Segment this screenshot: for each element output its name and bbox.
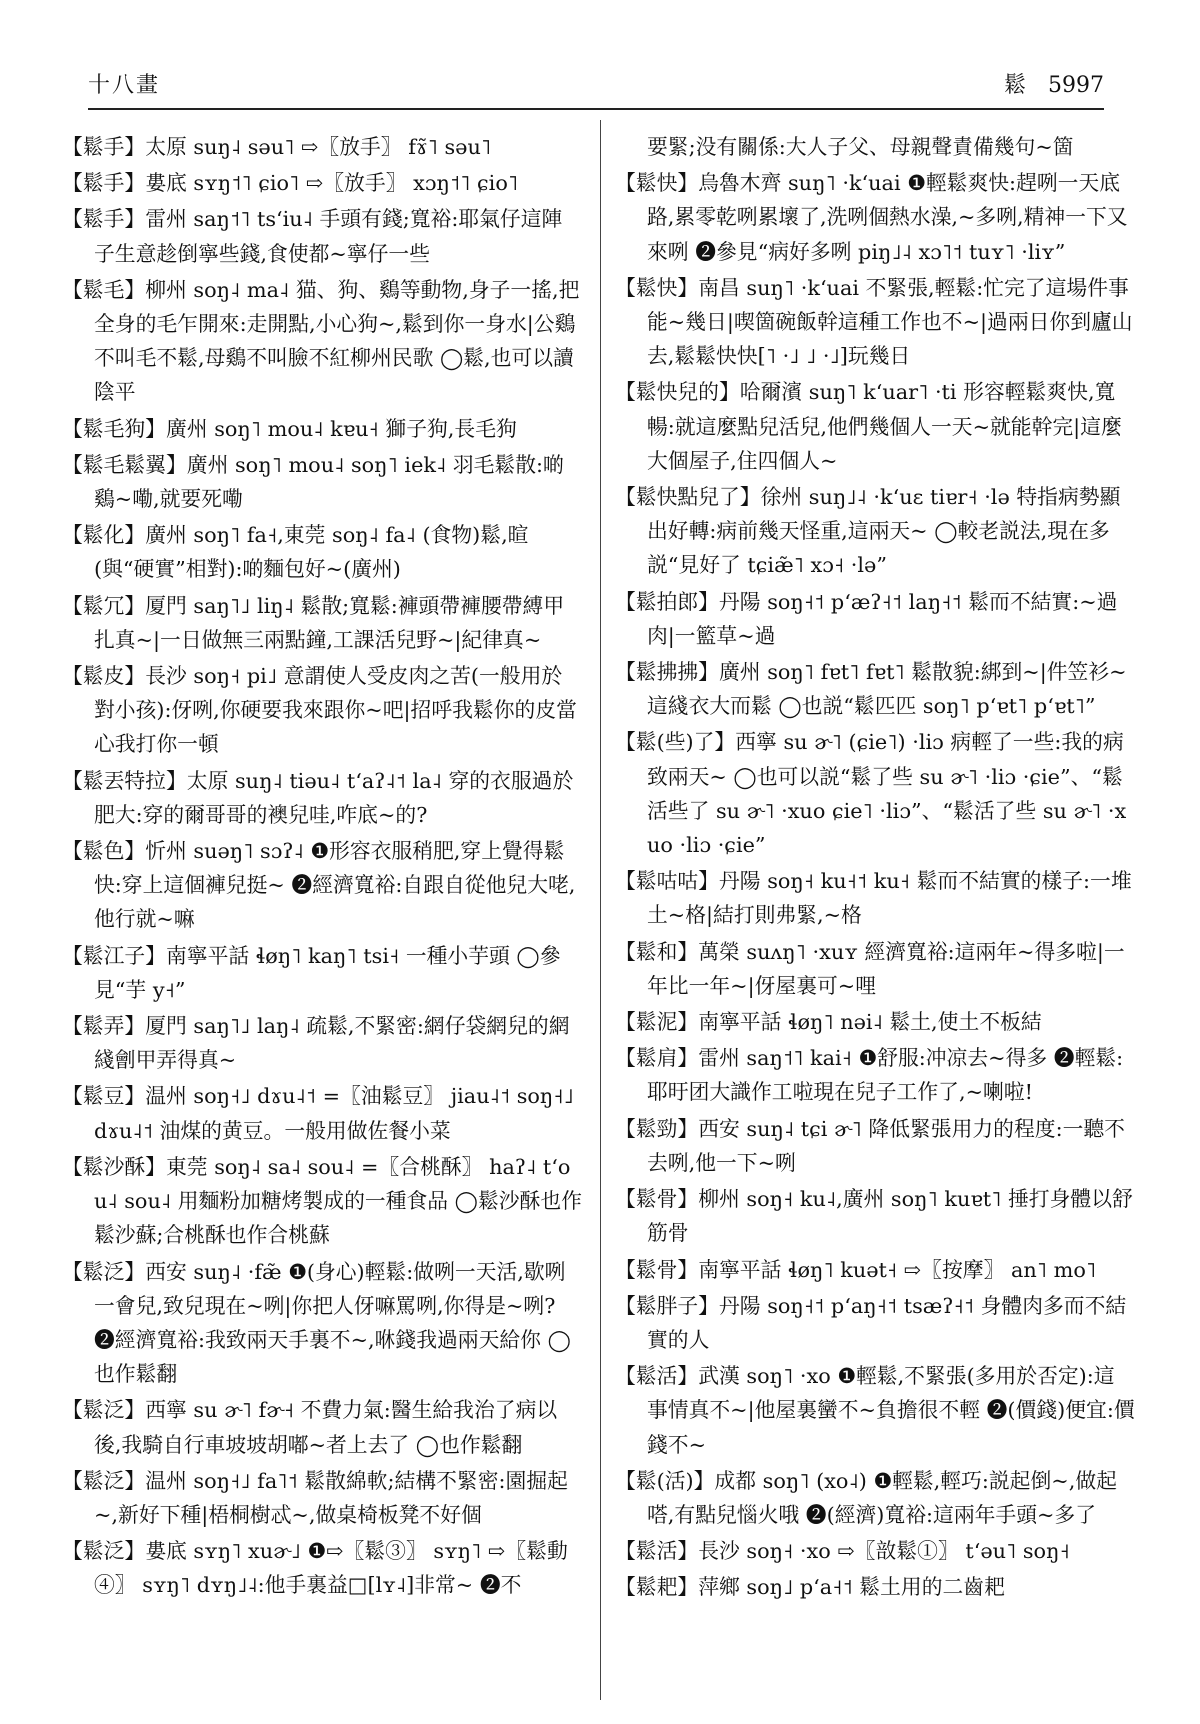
entry-text: soŋ˥ mou˨ soŋ˥ iek˨ 羽毛鬆散:啲鷄~嘞,就要死嘞 <box>94 452 564 512</box>
entry-headword: 【鬆毛】 <box>62 277 146 302</box>
entry-location: 南寧平話 <box>698 1010 782 1035</box>
dictionary-entry <box>615 1359 1135 1462</box>
dictionary-entry <box>615 864 1135 932</box>
entry-headword: 【鬆毛狗】 <box>62 416 166 441</box>
entry-headword: 【鬆豆】 <box>62 1084 146 1109</box>
dictionary-entry <box>62 589 582 657</box>
entry-text: soŋ˥ fa˧,東莞 soŋ˨ fa˨ (食物)鬆,暄(與“硬實”相對):啲麵包好~(廣州) <box>94 523 529 582</box>
entry-text: su ɚ˥ fɚ˧ 不費力氣:醫生給我治了病以後,我騎自行車坡坡胡嘟~者上去了 ◯也作鬆翻 <box>94 1398 558 1457</box>
entry-text: sʏŋ˥ xuɚ˩ ❶⇨〖鬆③〗 sʏŋ˥ ⇨〖鬆動④〗 sʏŋ˥ dʏŋ˩˨:他手裏益□[lʏ˨]非常~ ❷不 <box>94 1539 568 1598</box>
entry-headword: 【鬆毛鬆翼】 <box>62 452 187 477</box>
entry-text: soŋ˧˩ fa˥˦ 鬆散綿軟;結構不緊密:園掘起~,新好下種|梧桐樹忒~,做桌椅板凳不好個 <box>94 1468 568 1527</box>
dictionary-entry <box>615 655 1135 723</box>
entry-location: 温州 <box>145 1084 187 1109</box>
entry-text: suŋ˥ ·kʻuai 不緊張,輕鬆:忙完了這場件事能~幾日|喫箇碗飯幹這種工作也不~|過兩日你到廬山去,鬆鬆快快[˥ ·˩ ˩ ·˩]玩幾日 <box>647 275 1133 369</box>
entry-location: 武漢 <box>698 1364 740 1389</box>
dictionary-entry <box>62 412 582 446</box>
entry-location: 南昌 <box>698 275 740 300</box>
dictionary-entry <box>615 271 1135 374</box>
dictionary-entry <box>62 518 582 586</box>
dictionary-entry <box>62 834 582 937</box>
entry-headword: 【鬆泛】 <box>62 1468 146 1493</box>
entry-headword: 【鬆快】 <box>615 171 699 196</box>
dictionary-entry <box>62 939 582 1007</box>
entry-headword: 【鬆胖子】 <box>615 1293 719 1318</box>
entry-headword: 【鬆泥】 <box>615 1010 699 1035</box>
entry-text: suŋ˥ ·kʻuai ❶輕鬆爽快:趕咧一天底路,累零乾咧累壞了,洗咧個熱水澡,~多咧,精神一下又來咧 ❷參見“病好多咧 piŋ˩˨ xɔ˥˦ tuʏ˥ ·liʏ” <box>647 171 1128 264</box>
entry-text: sʏŋ˦˥ ɕio˥ ⇨〖放手〗 xɔŋ˦˥ ɕio˥ <box>193 171 519 196</box>
dictionary-entry <box>615 480 1135 583</box>
dictionary-entry <box>62 1009 582 1077</box>
entry-headword: 【鬆拍郎】 <box>615 589 719 614</box>
entry-headword: 【鬆沙酥】 <box>62 1154 166 1179</box>
section-label: 十八畫 <box>88 73 161 98</box>
entry-headword: 【鬆活】 <box>615 1539 699 1564</box>
entry-text: suŋ˨ tiəu˨ tʻaʔ˨˦ la˨ 穿的衣服過於肥大:穿的爾哥哥的襖兒哇,咋底~的? <box>94 768 574 827</box>
dictionary-entry <box>62 1464 582 1532</box>
entry-location: 丹陽 <box>718 869 761 894</box>
entry-text: saŋ˥˩ laŋ˨ 疏鬆,不緊密:網仔袋網兒的網綫劊甲弄得真~ <box>94 1014 570 1073</box>
entry-text: suŋ˥ kʻuar˥ ·ti 形容輕鬆爽快,寬暢:就這麼點兒活兒,他們幾個人一天~就能幹完|這麼大個屋子,住四個人~ <box>647 380 1122 473</box>
dictionary-entry <box>615 1534 1135 1568</box>
running-head <box>982 68 1104 99</box>
entry-location: 萍鄉 <box>698 1575 740 1600</box>
entry-location: 廣州 <box>165 416 208 441</box>
entry-text: soŋ˨ sa˨ sou˨ =〖合桃酥〗 haʔ˨ tʻou˨ sou˨ 用麵粉加糖烤製成的一種食品 ◯鬆沙酥也作鬆沙蘇;合桃酥也作合桃蘇 <box>94 1154 582 1248</box>
entry-text: soŋ˧˦ pʻaŋ˧˦ tsæʔ˧˦ 身體肉多而不結實的人 <box>647 1293 1127 1352</box>
entry-headword: 【鬆骨】 <box>615 1187 699 1212</box>
entry-location: 長沙 <box>698 1539 740 1564</box>
running-head-char: 鬆 <box>1003 73 1026 98</box>
dictionary-entry <box>62 1079 582 1147</box>
page-number: 5997 <box>1048 73 1104 98</box>
entry-text: soŋ˥ ·xo ❶輕鬆,不緊張(多用於否定):這事情真不~|他屋裏蠻不~負擔很不輕 ❷(價錢)便宜:價錢不~ <box>647 1364 1135 1457</box>
entry-text: suŋ˨ tɕi ɚ˥ 降低緊張用力的程度:一聽不去咧,他一下~咧 <box>647 1116 1125 1175</box>
entry-text: saŋ˦˥ tsʻiu˨ 手頭有錢;寬裕:耶氣仔這陣子生意趁倒寧些錢,食使都~寧仔一些 <box>94 207 563 266</box>
entry-location: 太原 <box>186 768 229 793</box>
dictionary-entry <box>62 659 582 762</box>
entry-headword: 【鬆丟特拉】 <box>62 768 187 793</box>
entry-text: suəŋ˥ sɔʔ˨ ❶形容衣服稍肥,穿上覺得鬆快:穿上這個褲兒挺~ ❷經濟寬裕:自跟自從他兒大咾,他行就~嘛 <box>94 839 576 932</box>
entry-text: 要緊;没有關係:大人子父、母親聲責備幾句~箇 <box>647 135 1074 159</box>
entry-location: 雷州 <box>698 1046 740 1071</box>
dictionary-entry <box>615 1570 1135 1604</box>
entry-headword: 【鬆(些)了】 <box>615 730 736 755</box>
right-column <box>615 130 1135 1700</box>
dictionary-entry <box>615 1112 1135 1180</box>
entry-headword: 【鬆肩】 <box>615 1046 699 1071</box>
dictionary-entry <box>62 202 582 270</box>
dictionary-entry <box>62 166 582 200</box>
entry-location: 西寧 <box>145 1398 187 1423</box>
dictionary-entry <box>615 375 1135 478</box>
entry-location: 哈爾濱 <box>739 380 803 405</box>
dictionary-entry <box>615 1464 1135 1532</box>
dictionary-entry <box>615 1289 1135 1357</box>
entry-text: ɬøŋ˥ kaŋ˥ tsi˧ 一種小芋頭 ◯參見“芋 y˧” <box>94 943 561 1002</box>
entry-text: soŋ˥ fɐt˥ fɐt˥ 鬆散貌:綁到~|件笠衫~這綫衣大而鬆 ◯也説“鬆匹匹 soŋ˥ pʻɐt˥ pʻɐt˥” <box>647 660 1127 719</box>
dictionary-entry <box>615 585 1135 653</box>
entry-headword: 【鬆骨】 <box>615 1257 699 1282</box>
entry-location: 烏魯木齊 <box>698 171 782 196</box>
entry-location: 西寧 <box>735 730 777 755</box>
dictionary-entry <box>62 1150 582 1253</box>
entry-text: soŋ˧ ku˧˦ ku˧ 鬆而不結實的樣子:一堆土~格|結打則弗緊,~格 <box>647 869 1132 928</box>
entry-location: 忻州 <box>145 839 187 864</box>
entry-text: suŋ˩˨ ·kʻuɛ tiɐr˧ ·lə 特指病勢顯出好轉:病前幾天怪重,這兩天~ ◯較老説法,現在多説“見好了 tɕiæ̃˥ xɔ˧ ·lə” <box>647 485 1121 578</box>
entry-location: 丹陽 <box>718 1293 761 1318</box>
entry-text: ɬøŋ˥ nəi˨ 鬆土,使土不板結 <box>788 1010 1042 1035</box>
entry-headword: 【鬆手】 <box>62 171 146 196</box>
dictionary-entry <box>615 1005 1135 1039</box>
entry-text: soŋ˨ ma˨ 猫、狗、鷄等動物,身子一搖,把全身的毛乍開來:走開點,小心狗~,鬆到你一身水|公鷄不叫毛不鬆,母鷄不叫臉不紅柳州民歌 ◯鬆,也可以讀陰平 <box>94 277 580 405</box>
dictionary-entry <box>62 1393 582 1461</box>
entry-headword: 【鬆手】 <box>62 207 146 232</box>
entry-location: 東莞 <box>165 1154 208 1179</box>
entry-headword: 【鬆化】 <box>62 523 146 548</box>
entry-location: 徐州 <box>760 485 803 510</box>
entry-location: 廣州 <box>186 452 229 477</box>
entry-text: soŋ˧˩ dɤu˨˦ =〖油鬆豆〗 jiau˨˦ soŋ˧˩ dɤu˨˦ 油煤的黄豆。一般用做佐餐小菜 <box>94 1084 574 1143</box>
entry-text: suŋ˨ ·fæ̃ ❶(身心)輕鬆:做咧一天活,歇咧一會兒,致兒現在~咧|你把人伢嘛罵咧,你得是~咧? ❷經濟寬裕:我致兩天手裏不~,咻錢我過兩天給你 ◯也作鬆翻 <box>94 1259 571 1387</box>
dictionary-entry <box>62 1255 582 1392</box>
entry-location: 柳州 <box>145 277 187 302</box>
entry-headword: 【鬆勁】 <box>615 1116 699 1141</box>
entry-headword: 【鬆色】 <box>62 839 146 864</box>
entry-text: su ɚ˥ (ɕie˥) ·liɔ 病輕了一些:我的病致兩天~ ◯也可以説“鬆了些 su ɚ˥ ·liɔ ·ɕie”、“鬆活些了 su ɚ˥ ·xuo ɕie˥ ·liɔ”、“鬆活了些 su ɚ˥ ·xuo ·liɔ ·ɕie” <box>647 730 1127 858</box>
entry-headword: 【鬆咕咕】 <box>615 869 719 894</box>
dictionary-entry <box>62 448 582 516</box>
entry-location: 成都 <box>714 1468 757 1493</box>
entry-location: 南寧平話 <box>165 943 250 968</box>
dictionary-entry <box>615 725 1135 862</box>
entry-headword: 【鬆冗】 <box>62 593 146 618</box>
header-rule <box>88 108 1104 110</box>
dictionary-entry <box>615 130 1135 164</box>
dictionary-entry <box>615 1041 1135 1109</box>
left-column <box>62 130 582 1700</box>
dictionary-entry <box>615 935 1135 1003</box>
entry-headword: 【鬆快兒的】 <box>615 380 740 405</box>
entry-headword: 【鬆活】 <box>615 1364 699 1389</box>
entry-headword: 【鬆江子】 <box>62 943 166 968</box>
column-divider <box>600 120 601 1700</box>
entry-location: 萬榮 <box>698 939 740 964</box>
entry-headword: 【鬆和】 <box>615 939 699 964</box>
entry-location: 婁底 <box>145 1539 187 1564</box>
entry-text: soŋ˧ pi˩ 意謂使人受皮肉之苦(一般用於對小孩):伢咧,你硬要我來跟你~吧|招呼我鬆你的皮當心我打你一頓 <box>94 664 577 757</box>
entry-location: 温州 <box>145 1468 187 1493</box>
dictionary-entry <box>615 166 1135 269</box>
entry-headword: 【鬆快點兒了】 <box>615 485 761 510</box>
dictionary-entry <box>62 130 582 164</box>
entry-text: soŋ˥ mou˨ kɐu˧ 獅子狗,長毛狗 <box>214 416 517 441</box>
entry-headword: 【鬆拂拂】 <box>615 660 719 685</box>
entry-location: 廣州 <box>145 523 187 548</box>
entry-headword: 【鬆手】 <box>62 135 146 159</box>
entry-headword: 【鬆弄】 <box>62 1014 146 1039</box>
entry-location: 西安 <box>145 1259 187 1284</box>
entry-text: soŋ˧ ku˨,廣州 soŋ˥ kuɐt˥ 捶打身體以舒筋骨 <box>647 1187 1133 1246</box>
entry-headword: 【鬆皮】 <box>62 664 146 689</box>
entry-location: 厦門 <box>145 593 187 618</box>
entry-headword: 【鬆泛】 <box>62 1398 146 1423</box>
dictionary-entry <box>62 1534 582 1602</box>
entry-text: suʌŋ˥ ·xuʏ 經濟寬裕:這兩年~得多啦|一年比一年~|伢屋裏可~哩 <box>647 939 1125 998</box>
entry-text: soŋ˥ (xo˨) ❶輕鬆,輕巧:説起倒~,做起嗒,有點兒惱火哦 ❷(經濟)寬裕:這兩年手頭~多了 <box>647 1468 1117 1527</box>
entry-headword: 【鬆快】 <box>615 275 699 300</box>
entry-location: 柳州 <box>698 1187 740 1212</box>
entry-location: 雷州 <box>145 207 187 232</box>
entry-headword: 【鬆泛】 <box>62 1259 146 1284</box>
entry-location: 西安 <box>698 1116 740 1141</box>
entry-location: 厦門 <box>145 1014 187 1039</box>
entry-text: soŋ˧ ·xo ⇨〖敨鬆①〗 tʻəu˥ soŋ˧ <box>746 1539 1070 1564</box>
entry-headword: 【鬆(活)】 <box>615 1468 715 1493</box>
entry-location: 丹陽 <box>718 589 761 614</box>
entry-location: 太原 <box>145 135 187 159</box>
entry-location: 長沙 <box>145 664 187 689</box>
entry-text: saŋ˦˥ kai˧ ❶舒服:冲凉去~得多 ❷輕鬆:耶旴团大識作工啦現在兒子工作了,~喇啦! <box>647 1046 1124 1105</box>
dictionary-entry <box>62 764 582 832</box>
entry-location: 南寧平話 <box>698 1257 782 1282</box>
entry-text: saŋ˥˩ liŋ˨ 鬆散;寬鬆:褲頭帶褲腰帶縛甲扎真~|一日做無三兩點鐘,工課活兒野~|紀律真~ <box>94 593 565 652</box>
dictionary-entry <box>615 1182 1135 1250</box>
entry-text: soŋ˧˦ pʻæʔ˧˦ laŋ˧˦ 鬆而不結實:~過肉|一籃草~過 <box>647 589 1118 648</box>
entry-text: suŋ˨ səu˥ ⇨〖放手〗 fɤ̃˥ səu˥ <box>193 135 492 159</box>
page-header <box>88 66 1104 100</box>
entry-headword: 【鬆泛】 <box>62 1539 146 1564</box>
entry-location: 廣州 <box>718 660 761 685</box>
entry-text: soŋ˩ pʻa˧˦ 鬆土用的二齒耙 <box>746 1575 1005 1600</box>
entry-location: 婁底 <box>145 171 187 196</box>
dictionary-entry <box>615 1253 1135 1287</box>
entry-headword: 【鬆耙】 <box>615 1575 699 1600</box>
dictionary-entry <box>62 273 582 410</box>
entry-text: ɬøŋ˥ kuət˧ ⇨〖按摩〗 an˥ mo˥ <box>788 1257 1097 1282</box>
